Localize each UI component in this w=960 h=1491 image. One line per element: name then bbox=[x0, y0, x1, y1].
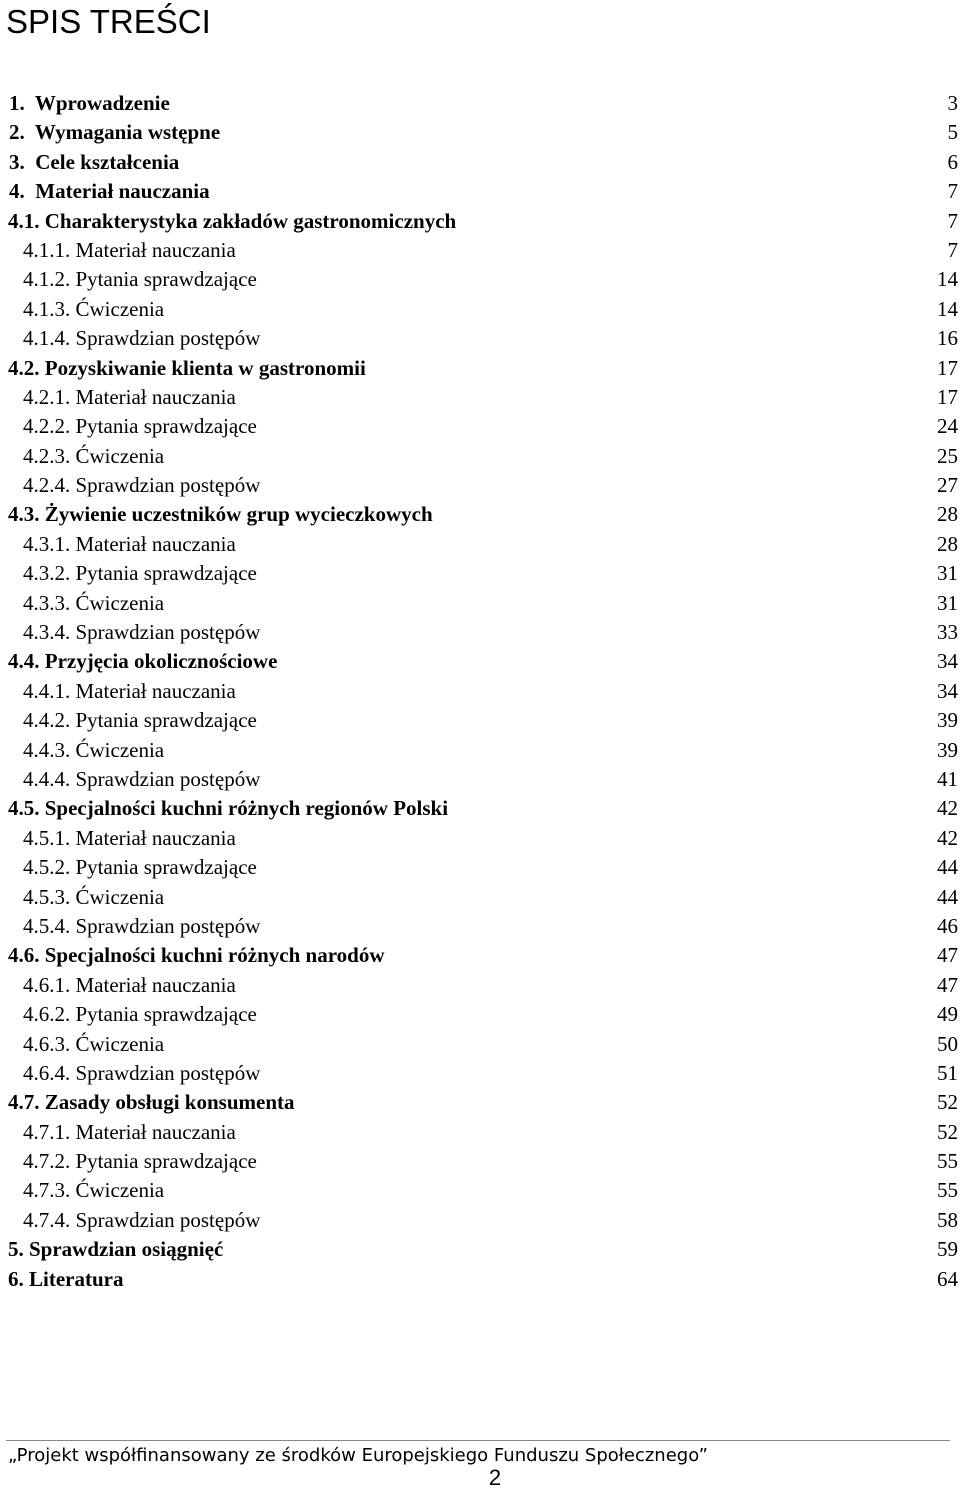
toc-entry-label: 5. Sprawdzian osiągnięć bbox=[8, 1237, 224, 1262]
toc-entry-label: 4.5.4. Sprawdzian postępów bbox=[23, 913, 261, 938]
toc-entry-label: 4.1.4. Sprawdzian postępów bbox=[23, 326, 261, 351]
toc-entry-label: 4.4.1. Materiał nauczania bbox=[23, 678, 236, 703]
toc-entry-page: 49 bbox=[937, 1002, 958, 1027]
toc-entry-page: 42 bbox=[937, 825, 958, 850]
toc-entry-label: 4.1.3. Ćwiczenia bbox=[23, 296, 165, 321]
toc-entry-page: 46 bbox=[937, 913, 958, 938]
toc-entry bbox=[8, 1206, 958, 1235]
toc-entry-label: 4.3.2. Pytania sprawdzające bbox=[23, 561, 257, 586]
toc-entry-label: 4.5. Specjalności kuchni różnych regionów Polski bbox=[8, 796, 449, 821]
toc-entry-page: 51 bbox=[937, 1060, 958, 1085]
toc-entry-label: 4.4.3. Ćwiczenia bbox=[23, 737, 165, 762]
toc-entry-page: 42 bbox=[937, 796, 958, 821]
toc-entry-label: 4.6.4. Sprawdzian postępów bbox=[23, 1060, 261, 1085]
toc-entry-label: 4.7. Zasady obsługi konsumenta bbox=[8, 1090, 295, 1115]
toc-entry-page: 44 bbox=[937, 855, 958, 880]
toc-entry-page: 39 bbox=[937, 708, 958, 733]
toc-entry bbox=[8, 324, 958, 353]
toc-entry-label: 6. Literatura bbox=[8, 1266, 124, 1291]
toc-entry bbox=[8, 1030, 958, 1059]
toc-entry bbox=[8, 1147, 958, 1176]
toc-entry bbox=[8, 442, 958, 471]
toc-entry-label: 4. Materiał nauczania bbox=[9, 179, 210, 204]
toc-entry bbox=[8, 530, 958, 559]
toc-entry-page: 27 bbox=[937, 473, 958, 498]
toc-entry bbox=[8, 883, 958, 912]
toc-entry-label: 4.4.2. Pytania sprawdzające bbox=[23, 708, 257, 733]
toc-entry-page: 7 bbox=[947, 179, 958, 204]
toc-entry-label: 4.6. Specjalności kuchni różnych narodów bbox=[8, 943, 385, 968]
toc-entry-page: 16 bbox=[937, 326, 958, 351]
toc-entry-label: 4.4.4. Sprawdzian postępów bbox=[23, 766, 261, 791]
toc-entry bbox=[8, 618, 958, 647]
toc-entry bbox=[8, 677, 958, 706]
toc-entry bbox=[8, 559, 958, 588]
toc-entry bbox=[8, 1235, 958, 1264]
toc-entry-page: 39 bbox=[937, 737, 958, 762]
toc-entry-label: 4.3.4. Sprawdzian postępów bbox=[23, 620, 261, 645]
toc-entry-page: 31 bbox=[937, 561, 958, 586]
toc-entry-label: 4.5.2. Pytania sprawdzające bbox=[23, 855, 257, 880]
toc-entry-page: 5 bbox=[947, 120, 958, 145]
page-title: SPIS TREŚCI bbox=[6, 3, 211, 40]
toc-entry-page: 59 bbox=[937, 1237, 958, 1262]
toc-entry-label: 4.6.2. Pytania sprawdzające bbox=[23, 1002, 257, 1027]
toc-entry-page: 47 bbox=[937, 972, 958, 997]
toc-entry-page: 44 bbox=[937, 884, 958, 909]
toc-entry-page: 50 bbox=[937, 1031, 958, 1056]
toc-entry-page: 7 bbox=[947, 208, 958, 233]
toc-entry-label: 4.1.1. Materiał nauczania bbox=[23, 237, 236, 262]
page-number: 2 bbox=[488, 1465, 502, 1490]
toc-entry-label: 4.2.4. Sprawdzian postępów bbox=[23, 473, 261, 498]
toc-entry bbox=[8, 412, 958, 441]
toc-entry bbox=[8, 941, 958, 970]
toc-entry-label: 4.7.2. Pytania sprawdzające bbox=[23, 1149, 257, 1174]
toc-entry-page: 7 bbox=[947, 237, 958, 262]
toc-entry-page: 34 bbox=[937, 678, 958, 703]
toc-entry-page: 33 bbox=[937, 620, 958, 645]
toc-entry-label: 4.2.3. Ćwiczenia bbox=[23, 443, 165, 468]
toc-entry-page: 17 bbox=[937, 384, 958, 409]
toc-entry bbox=[8, 500, 958, 529]
toc-entry bbox=[8, 824, 958, 853]
toc-entry-page: 58 bbox=[937, 1207, 958, 1232]
toc-entry-page: 52 bbox=[937, 1119, 958, 1144]
toc-entry-page: 3 bbox=[947, 91, 958, 115]
toc-entry-label: 4.7.1. Materiał nauczania bbox=[23, 1119, 236, 1144]
toc-entry-page: 55 bbox=[937, 1149, 958, 1174]
table-of-contents bbox=[8, 89, 958, 1294]
toc-entry-page: 47 bbox=[937, 943, 958, 968]
toc-entry-page: 52 bbox=[937, 1090, 958, 1115]
toc-entry-label: 4.2.1. Materiał nauczania bbox=[23, 384, 236, 409]
toc-entry-page: 17 bbox=[937, 355, 958, 380]
toc-entry-page: 6 bbox=[947, 149, 958, 174]
toc-entry-page: 64 bbox=[937, 1266, 958, 1291]
toc-entry-page: 14 bbox=[937, 267, 958, 292]
toc-entry-page: 28 bbox=[937, 531, 958, 556]
toc-entry bbox=[8, 794, 958, 823]
toc-entry-label: 4.1. Charakterystyka zakładów gastronomicznych bbox=[8, 208, 457, 233]
toc-entry-label: 4.3.3. Ćwiczenia bbox=[23, 590, 165, 615]
toc-entry-label: 4.2.2. Pytania sprawdzające bbox=[23, 414, 257, 439]
toc-entry-label: 4.7.3. Ćwiczenia bbox=[23, 1178, 165, 1203]
toc-entry bbox=[8, 118, 958, 147]
toc-entry bbox=[8, 1265, 958, 1294]
toc-entry-label: 1. Wprowadzenie bbox=[9, 91, 170, 115]
toc-entry-label: 4.6.3. Ćwiczenia bbox=[23, 1031, 165, 1056]
toc-entry-label: 4.3. Żywienie uczestników grup wycieczkowych bbox=[8, 502, 433, 527]
footer-text: „Projekt współfinansowany ze środków Europejskiego Funduszu Społecznego” bbox=[8, 1445, 708, 1466]
toc-entry bbox=[8, 295, 958, 324]
toc-entry-page: 14 bbox=[937, 296, 958, 321]
toc-entry bbox=[8, 706, 958, 735]
toc-entry bbox=[8, 912, 958, 941]
toc-entry bbox=[8, 89, 958, 118]
toc-entry bbox=[8, 383, 958, 412]
toc-entry-page: 31 bbox=[937, 590, 958, 615]
toc-entry bbox=[8, 236, 958, 265]
toc-entry bbox=[8, 971, 958, 1000]
toc-entry bbox=[8, 853, 958, 882]
toc-entry bbox=[8, 1176, 958, 1205]
toc-entry-page: 55 bbox=[937, 1178, 958, 1203]
toc-entry-page: 24 bbox=[937, 414, 958, 439]
toc-entry bbox=[8, 647, 958, 676]
toc-entry-label: 4.1.2. Pytania sprawdzające bbox=[23, 267, 257, 292]
toc-entry bbox=[8, 354, 958, 383]
toc-entry-label: 4.6.1. Materiał nauczania bbox=[23, 972, 236, 997]
toc-entry-label: 2. Wymagania wstępne bbox=[9, 120, 221, 145]
toc-entry-page: 34 bbox=[937, 649, 958, 674]
toc-entry-label: 4.3.1. Materiał nauczania bbox=[23, 531, 236, 556]
toc-entry bbox=[8, 148, 958, 177]
footer-divider bbox=[6, 1440, 950, 1441]
toc-entry bbox=[8, 471, 958, 500]
toc-entry bbox=[8, 1118, 958, 1147]
toc-entry-label: 4.5.3. Ćwiczenia bbox=[23, 884, 165, 909]
toc-entry-page: 41 bbox=[937, 766, 958, 791]
toc-entry-label: 3. Cele kształcenia bbox=[9, 149, 180, 174]
toc-entry bbox=[8, 177, 958, 206]
toc-entry bbox=[8, 265, 958, 294]
toc-entry bbox=[8, 207, 958, 236]
toc-entry-label: 4.4. Przyjęcia okolicznościowe bbox=[8, 649, 278, 674]
toc-entry-page: 25 bbox=[937, 443, 958, 468]
toc-entry bbox=[8, 765, 958, 794]
toc-entry bbox=[8, 1000, 958, 1029]
toc-entry bbox=[8, 1088, 958, 1117]
toc-entry bbox=[8, 736, 958, 765]
toc-entry bbox=[8, 589, 958, 618]
toc-entry-label: 4.5.1. Materiał nauczania bbox=[23, 825, 236, 850]
toc-entry bbox=[8, 1059, 958, 1088]
toc-entry-label: 4.2. Pozyskiwanie klienta w gastronomii bbox=[8, 355, 366, 380]
toc-entry-page: 28 bbox=[937, 502, 958, 527]
toc-entry-label: 4.7.4. Sprawdzian postępów bbox=[23, 1207, 261, 1232]
